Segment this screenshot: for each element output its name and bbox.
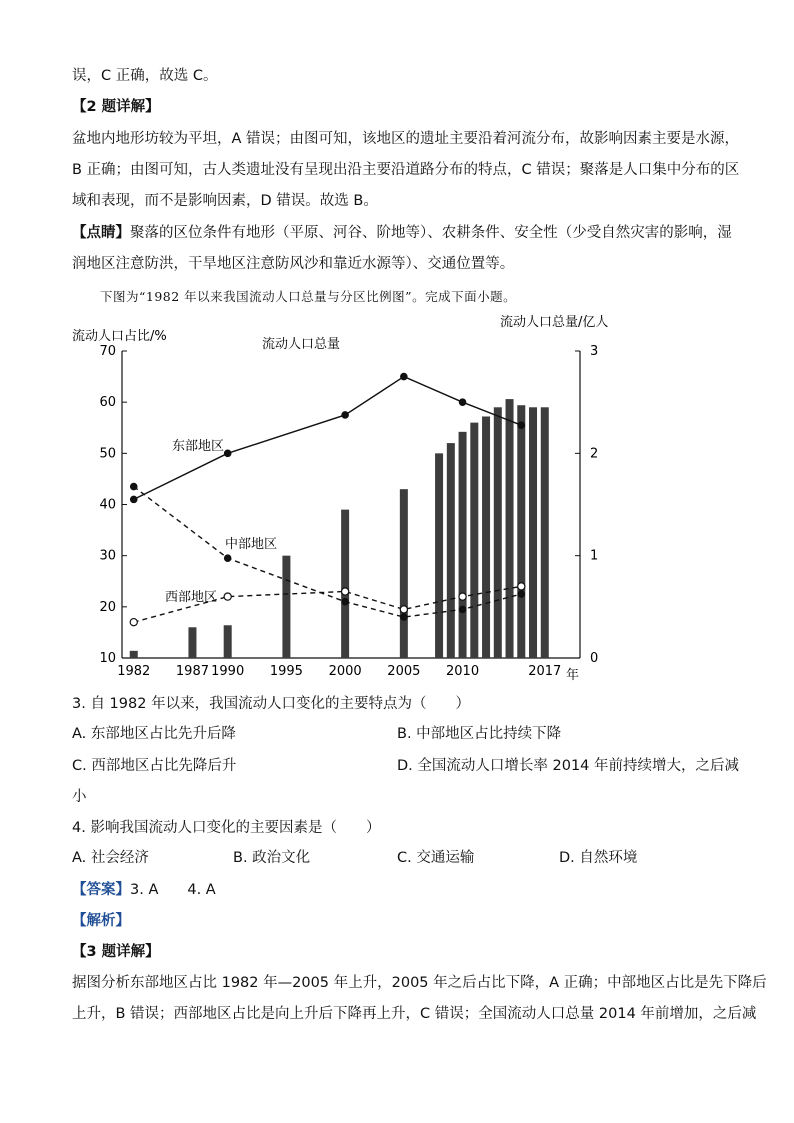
- series-point: [459, 593, 466, 600]
- left-tick-label: 40: [99, 497, 116, 513]
- series-point: [342, 588, 349, 595]
- population-bar: [494, 407, 502, 658]
- q4-option-a[interactable]: A. 社会经济: [72, 850, 149, 866]
- population-bar: [188, 627, 196, 658]
- series-point: [518, 591, 524, 597]
- figure-caption: 下图为“1982 年以来我国流动人口总量与分区比例图”。完成下面小题。: [100, 289, 517, 304]
- population-bar: [224, 625, 232, 658]
- series-label-central: 中部地区: [225, 537, 278, 552]
- question-3-stem: 3. 自 1982 年以来，我国流动人口变化的主要特点为（ ）: [72, 696, 471, 712]
- population-bar: [506, 399, 514, 658]
- population-bar: [529, 407, 537, 658]
- text-line: 润地区注意防洪，干旱地区注意防风沙和靠近水源等）、交通位置等。: [72, 256, 515, 272]
- series-point: [459, 606, 465, 612]
- answer-tag: 【答案】: [72, 882, 130, 898]
- series-point: [342, 599, 348, 605]
- answer-line: [72, 880, 216, 900]
- series-point: [131, 483, 137, 489]
- text-line: 据图分析东部地区占比 1982 年—2005 年上升，2005 年之后占比下降，A 正确；中部地区占比是先下降后: [72, 975, 767, 991]
- left-tick-label: 10: [99, 651, 116, 666]
- x-tick-label: 1995: [269, 664, 303, 679]
- x-tick-label: 1982: [117, 664, 151, 679]
- q4-option-b[interactable]: B. 政治文化: [233, 850, 311, 866]
- population-bar: [341, 510, 349, 658]
- right-tick-label: 0: [590, 651, 599, 666]
- question-4-stem: 4. 影响我国流动人口变化的主要因素是（ ）: [72, 820, 381, 836]
- text-line: 域和表现，而不是影响因素，D 错误。故选 B。: [72, 193, 378, 209]
- q4-option-d[interactable]: D. 自然环境: [559, 850, 638, 866]
- series-point: [224, 450, 230, 456]
- text-line: [72, 223, 732, 243]
- series-point: [224, 555, 230, 561]
- left-axis-label: 流动人口占比/%: [72, 329, 167, 344]
- q3-option-c[interactable]: C. 西部地区占比先降后升: [72, 758, 237, 774]
- series-point: [401, 614, 407, 620]
- series-point: [401, 373, 407, 379]
- text-line: B 正确；由图可知，古人类遗址没有呈现出沿主要沿道路分布的特点，C 错误；聚落是人口集中分布的区: [72, 162, 740, 178]
- x-tick-label: 1990: [211, 664, 245, 679]
- population-bar: [435, 453, 443, 658]
- series-point: [342, 412, 348, 418]
- q3-option-d-continued: 小: [72, 789, 87, 805]
- section-heading: 【3 题详解】: [72, 944, 160, 960]
- text-line: 误，C 正确，故选 C。: [72, 68, 218, 84]
- left-tick-label: 50: [99, 446, 116, 462]
- bar-legend-label: 流动人口总量: [262, 337, 341, 352]
- analysis-tag: 【解析】: [72, 913, 130, 929]
- series-point: [518, 583, 525, 590]
- x-tick-label: 2000: [328, 664, 362, 679]
- left-tick-label: 20: [99, 599, 116, 615]
- q3-option-d[interactable]: D. 全国流动人口增长率 2014 年前持续增大，之后减: [397, 758, 740, 774]
- population-bar: [541, 407, 549, 658]
- right-tick-label: 1: [590, 548, 599, 564]
- answer-text: 3. A 4. A: [130, 882, 216, 898]
- x-tick-label: 2005: [387, 664, 421, 679]
- left-tick-label: 30: [99, 548, 116, 564]
- series-label-east: 东部地区: [172, 439, 225, 454]
- series-point: [130, 619, 137, 626]
- series-point: [518, 422, 524, 428]
- tip-tag: 【点睛】: [72, 225, 130, 241]
- series-point: [224, 593, 231, 600]
- year-unit-label: 年: [566, 668, 580, 683]
- tip-text: 聚落的区位条件有地形（平原、河谷、阶地等）、农耕条件、安全性（少受自然灾害的影响，湿: [130, 225, 732, 241]
- section-heading: 【2 题详解】: [72, 99, 160, 115]
- q3-option-a[interactable]: A. 东部地区占比先升后降: [72, 726, 236, 742]
- series-point: [400, 606, 407, 613]
- q3-option-b[interactable]: B. 中部地区占比持续下降: [397, 726, 562, 742]
- left-tick-label: 60: [99, 395, 116, 411]
- left-tick-label: 70: [99, 344, 116, 359]
- series-point: [131, 496, 137, 502]
- population-bar: [282, 556, 290, 658]
- population-bar: [470, 423, 478, 658]
- series-point: [459, 399, 465, 405]
- population-bar: [517, 405, 525, 658]
- population-bar: [459, 432, 467, 658]
- population-chart: [60, 310, 620, 686]
- right-tick-label: 2: [590, 446, 599, 462]
- population-bar: [130, 651, 138, 658]
- text-line: 盆地内地形坊较为平坦，A 错误；由图可知，该地区的遗址主要沿着河流分布，故影响因素主要是水源，: [72, 131, 740, 147]
- right-axis-label: 流动人口总量/亿人: [500, 315, 609, 330]
- text-line: 上升，B 错误；西部地区占比是向上升后下降再上升，C 错误；全国流动人口总量 2014 年前增加，之后减: [72, 1006, 757, 1022]
- q4-option-c[interactable]: C. 交通运输: [397, 850, 475, 866]
- population-bar: [482, 416, 490, 658]
- x-tick-label: 2017: [528, 664, 562, 679]
- series-label-west: 西部地区: [165, 590, 218, 605]
- x-tick-label: 2010: [446, 664, 480, 679]
- x-tick-label: 1987: [175, 664, 210, 679]
- population-bar: [400, 489, 408, 658]
- population-bar: [447, 443, 455, 658]
- right-tick-label: 3: [590, 344, 599, 359]
